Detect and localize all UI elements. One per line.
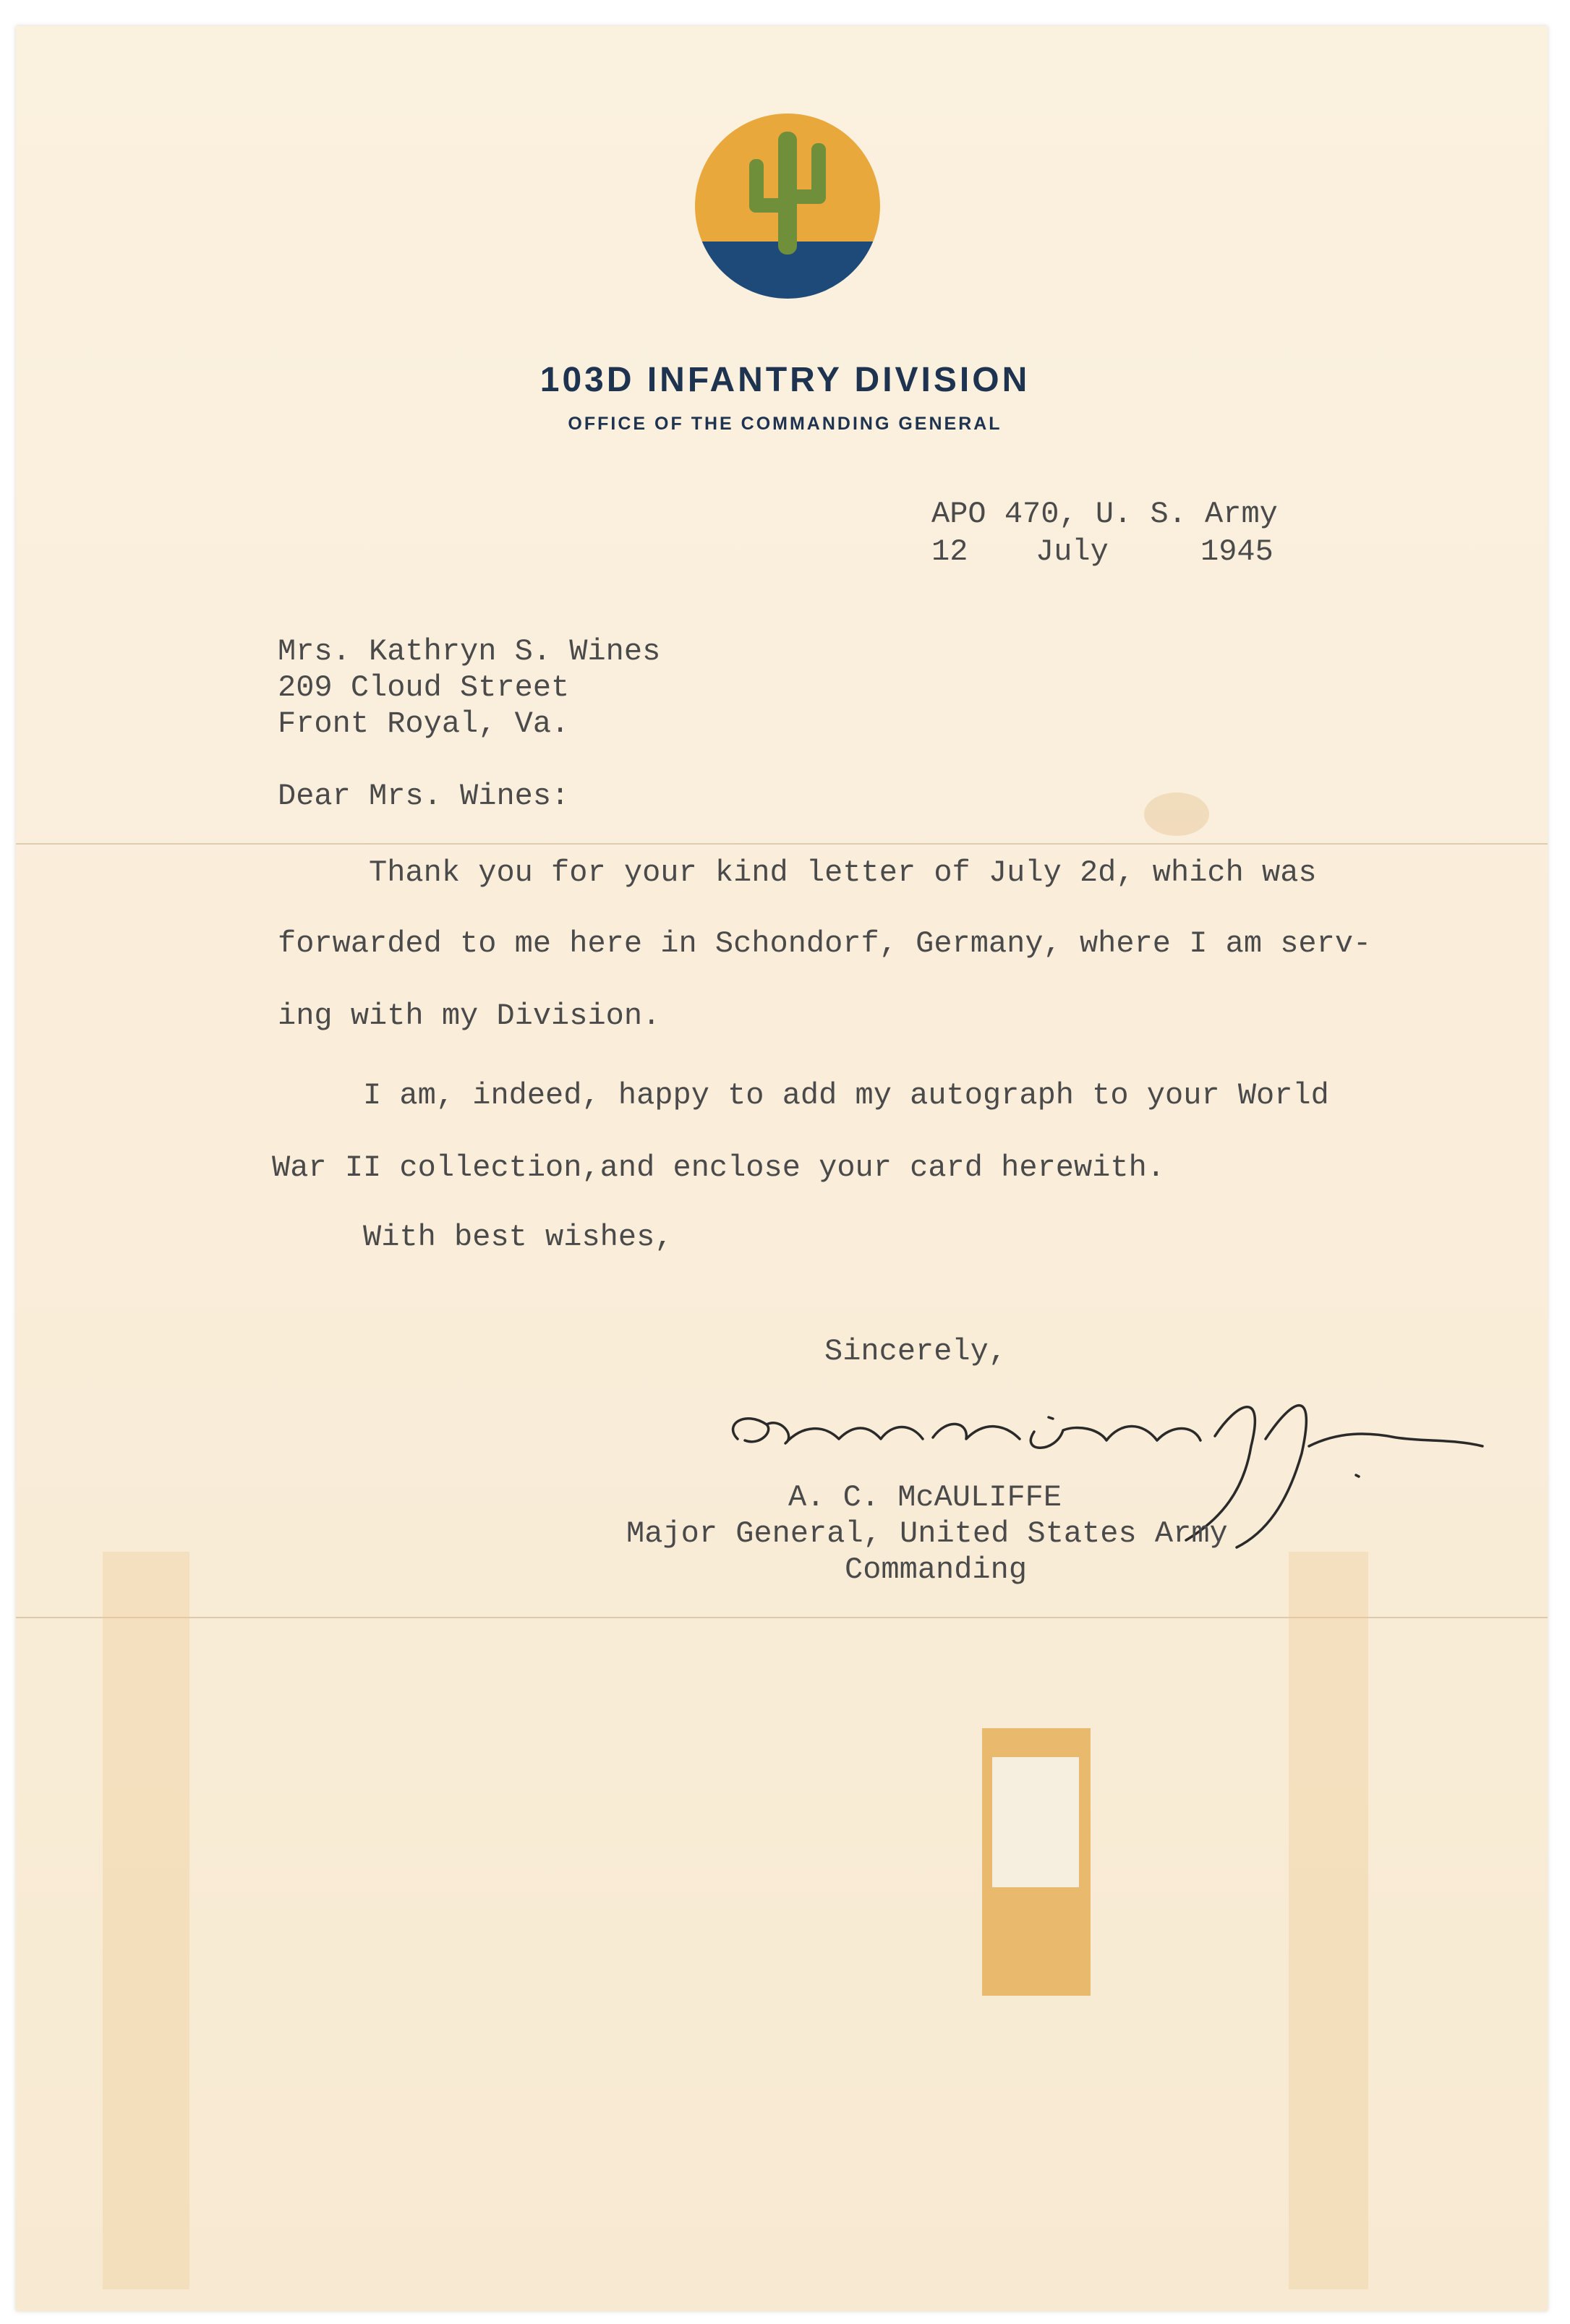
- body-line: ing with my Division.: [278, 999, 661, 1033]
- letterhead-division: 103D INFANTRY DIVISION: [539, 361, 1031, 399]
- fold-line: [16, 843, 1548, 845]
- closing: Sincerely,: [824, 1334, 1007, 1369]
- cactus-insignia-icon: [693, 111, 882, 301]
- recipient-city: Front Royal, Va.: [278, 706, 570, 741]
- dateline-location: APO 470, U. S. Army: [931, 497, 1278, 531]
- tape-patch: [982, 1728, 1091, 1996]
- body-line: War II collection,and enclose your card herewith.: [272, 1150, 1166, 1185]
- recipient-name: Mrs. Kathryn S. Wines: [278, 634, 661, 669]
- dateline-month: July: [1036, 534, 1109, 569]
- paper-stain: [1144, 793, 1209, 836]
- body-line: Thank you for your kind letter of July 2d, which was: [278, 855, 1317, 890]
- letterhead-office: OFFICE OF THE COMMANDING GENERAL: [568, 414, 1002, 434]
- tape-residue: [103, 1552, 189, 2289]
- paper-tear: [992, 1757, 1079, 1887]
- dateline-year: 1945: [1200, 534, 1274, 569]
- body-line: forwarded to me here in Schondorf, Germany, where I am serv-: [278, 926, 1372, 961]
- recipient-street: 209 Cloud Street: [278, 670, 570, 705]
- signer-title: Major General, United States Army: [626, 1516, 1228, 1551]
- body-line: With best wishes,: [272, 1220, 673, 1255]
- tape-residue: [1289, 1552, 1368, 2289]
- signer-name: A. C. McAULIFFE: [788, 1480, 1062, 1515]
- salutation: Dear Mrs. Wines:: [278, 779, 570, 813]
- signer-role: Commanding: [845, 1552, 1028, 1587]
- body-line: I am, indeed, happy to add my autograph to your World: [272, 1078, 1329, 1113]
- dateline-day: 12: [931, 534, 968, 569]
